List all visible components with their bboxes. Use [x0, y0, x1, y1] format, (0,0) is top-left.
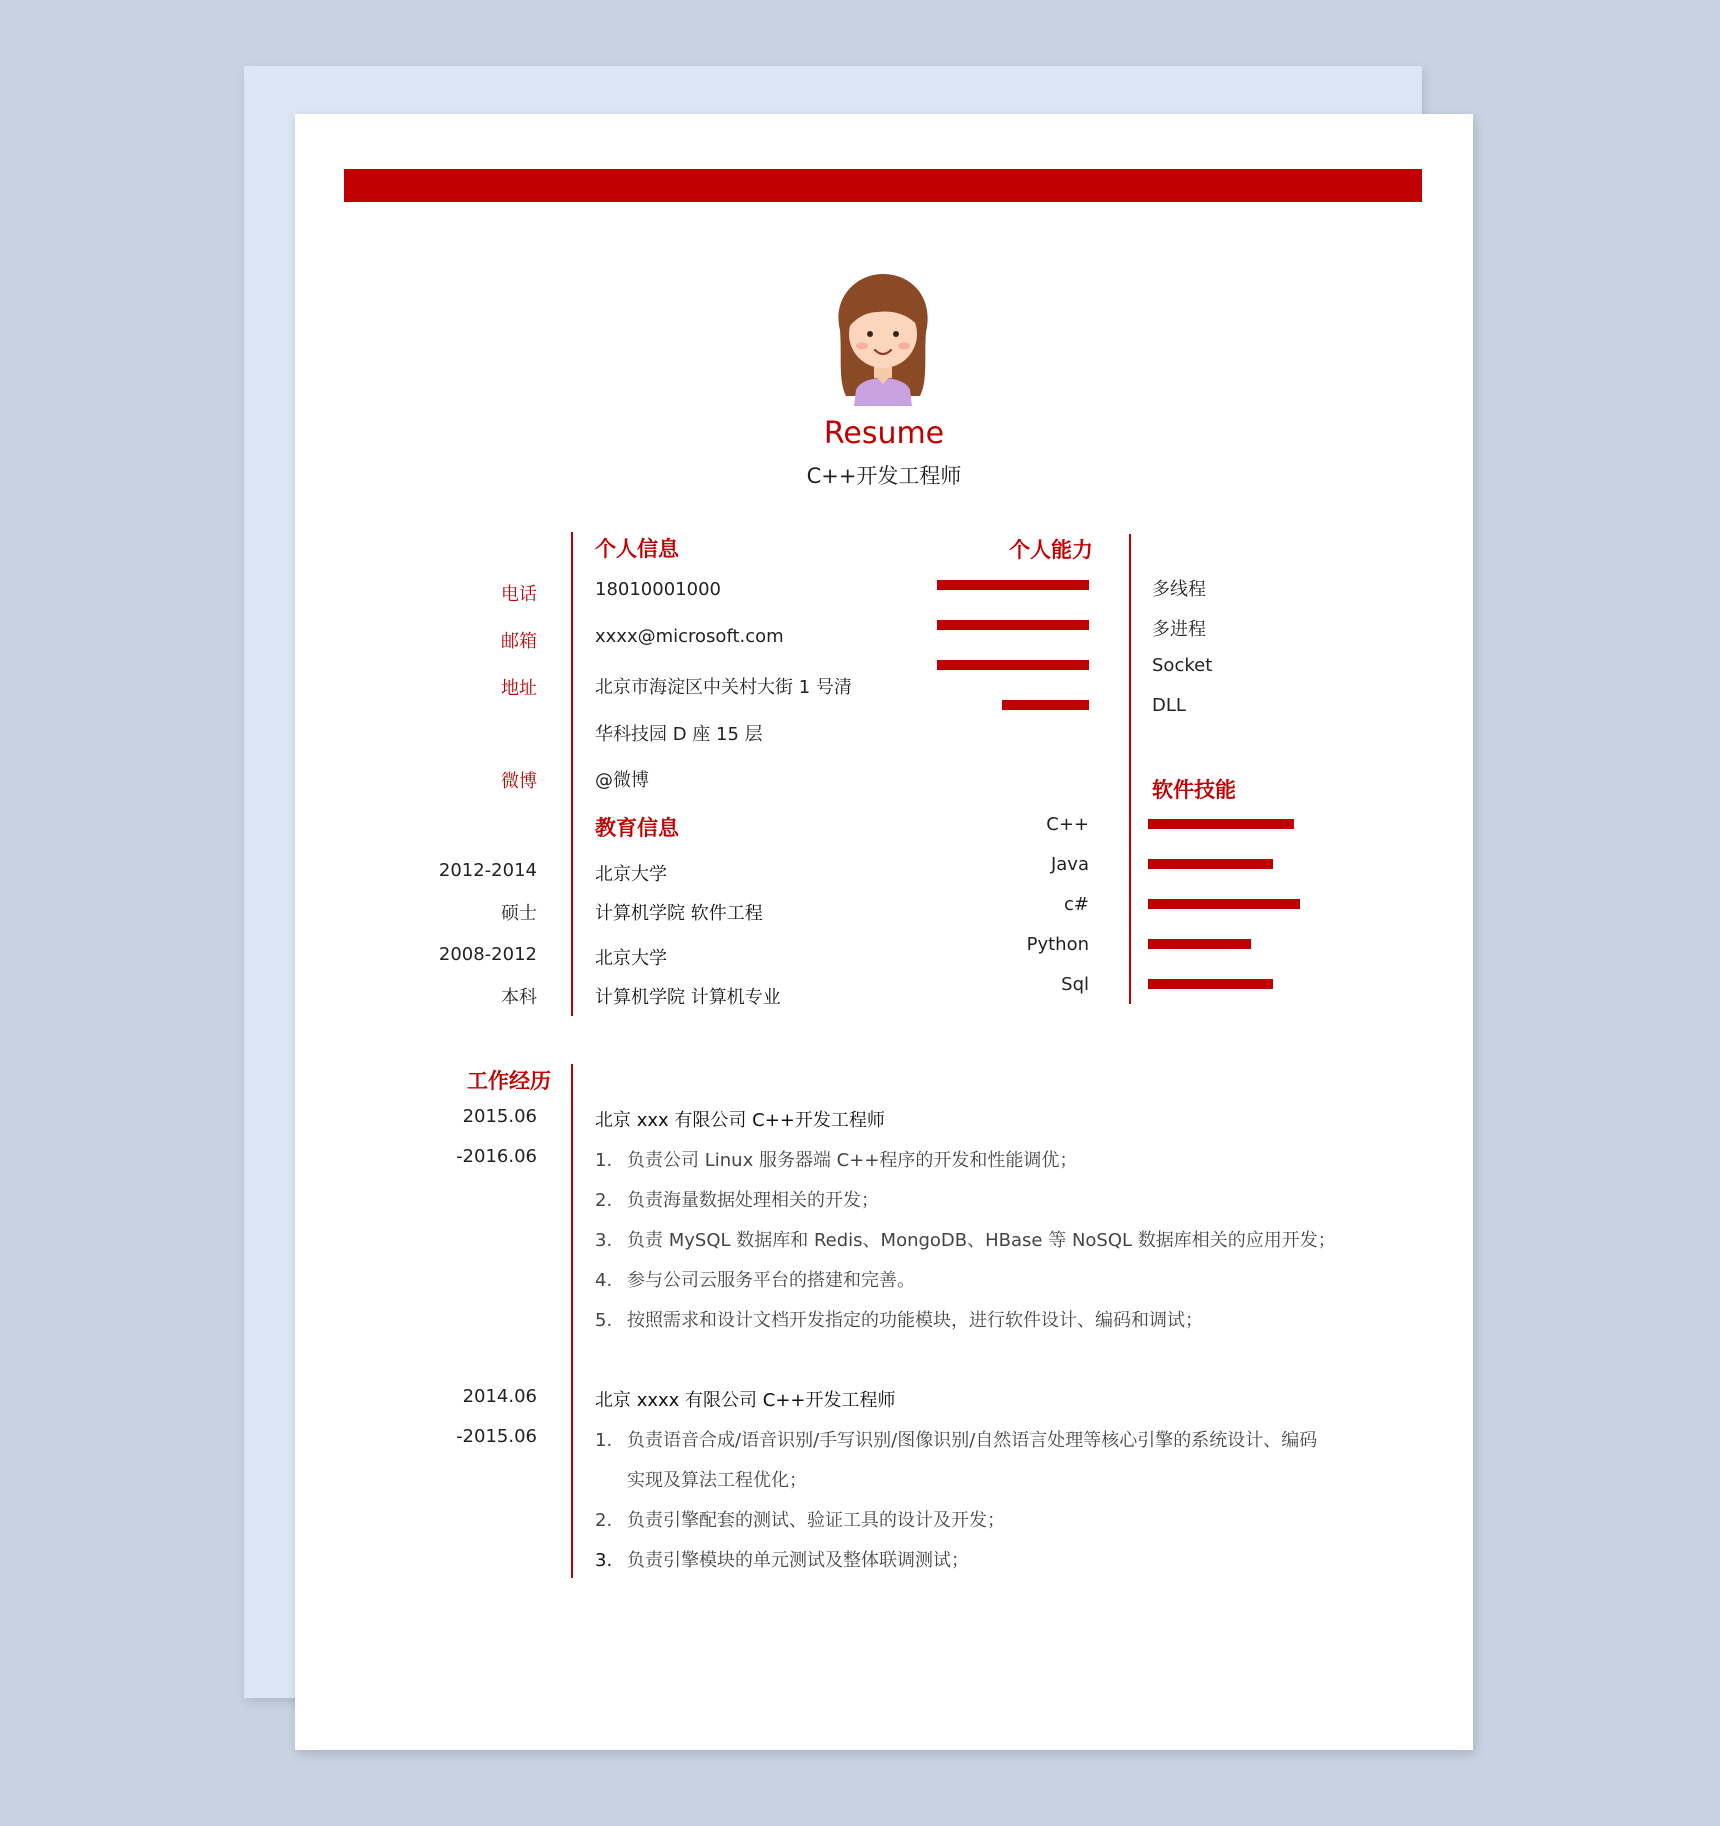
duty-item: 4. 参与公司云服务平台的搭建和完善。 — [595, 1270, 915, 1291]
edu-years: 2012-2014 — [438, 860, 537, 881]
edu-major: 计算机学院 计算机专业 — [595, 987, 781, 1008]
software-skill-level-bar — [1148, 979, 1273, 989]
address-line-1: 北京市海淀区中关村大街 1 号清 — [595, 677, 852, 698]
duty-item: 3. 负责引擎模块的单元测试及整体联调测试； — [595, 1550, 969, 1571]
weibo-label: 微博 — [501, 771, 537, 792]
duty-item: 5. 按照需求和设计文档开发指定的功能模块，进行软件设计、编码和调试； — [595, 1310, 1203, 1331]
address-line-2: 华科技园 D 座 15 层 — [595, 724, 763, 745]
edu-school: 北京大学 — [595, 948, 667, 969]
software-skill-name: Java — [1050, 854, 1089, 875]
abilities-heading: 个人能力 — [1009, 538, 1093, 562]
edu-years: 2008-2012 — [438, 944, 537, 965]
left-divider — [571, 532, 573, 1016]
right-divider — [1129, 534, 1131, 1004]
phone-value: 18010001000 — [595, 579, 721, 600]
ability-name: 多进程 — [1152, 619, 1206, 640]
ability-level-bar — [1002, 700, 1089, 710]
job-title: C++开发工程师 — [806, 464, 962, 488]
duty-item: 1. 负责语音合成/语音识别/手写识别/图像识别/自然语言处理等核心引擎的系统设计、编码 — [595, 1430, 1318, 1451]
software-skill-name: Python — [1026, 934, 1089, 955]
job-start-date: 2014.06 — [462, 1386, 537, 1407]
job-end-date: -2015.06 — [456, 1426, 537, 1447]
ability-level-bar — [937, 660, 1089, 670]
duty-item: 1. 负责公司 Linux 服务器端 C++程序的开发和性能调优； — [595, 1150, 1078, 1171]
work-heading: 工作经历 — [467, 1069, 551, 1093]
ability-level-bar — [937, 580, 1089, 590]
ability-name: DLL — [1152, 695, 1186, 716]
ability-name: 多线程 — [1152, 579, 1206, 600]
software-skill-name: C++ — [1046, 814, 1089, 835]
resume-title: Resume — [823, 416, 945, 451]
software-skill-level-bar — [1148, 939, 1251, 949]
duty-item: 2. 负责海量数据处理相关的开发； — [595, 1190, 879, 1211]
software-skill-level-bar — [1148, 859, 1273, 869]
edu-degree: 本科 — [501, 987, 537, 1008]
avatar — [828, 270, 938, 406]
address-label: 地址 — [501, 678, 537, 699]
education-heading: 教育信息 — [595, 816, 679, 840]
ability-level-bar — [937, 620, 1089, 630]
edu-school: 北京大学 — [595, 864, 667, 885]
resume-sheet — [295, 114, 1473, 1750]
ability-name: Socket — [1152, 655, 1213, 676]
personal-info-heading: 个人信息 — [595, 537, 679, 561]
duty-item: 2. 负责引擎配套的测试、验证工具的设计及开发； — [595, 1510, 1005, 1531]
job-company: 北京 xxxx 有限公司 C++开发工程师 — [595, 1390, 896, 1411]
job-start-date: 2015.06 — [462, 1106, 537, 1127]
edu-major: 计算机学院 软件工程 — [595, 903, 763, 924]
software-skill-level-bar — [1148, 819, 1294, 829]
email-value: xxxx@microsoft.com — [595, 626, 784, 647]
edu-degree: 硕士 — [501, 903, 537, 924]
software-skill-level-bar — [1148, 899, 1300, 909]
duty-item: 3. 负责 MySQL 数据库和 Redis、MongoDB、HBase 等 NoSQL 数据库相关的应用开发； — [595, 1230, 1336, 1251]
work-divider — [571, 1064, 573, 1578]
email-label: 邮箱 — [501, 631, 537, 652]
phone-label: 电话 — [501, 584, 537, 605]
software-skill-name: Sql — [1061, 974, 1089, 995]
top-accent-bar — [344, 169, 1422, 202]
job-company: 北京 xxx 有限公司 C++开发工程师 — [595, 1110, 885, 1131]
software-skills-heading: 软件技能 — [1152, 778, 1236, 802]
software-skill-name: c# — [1064, 894, 1089, 915]
duty-item: 实现及算法工程优化； — [627, 1470, 807, 1491]
weibo-value: @微博 — [595, 770, 649, 791]
job-end-date: -2016.06 — [456, 1146, 537, 1167]
